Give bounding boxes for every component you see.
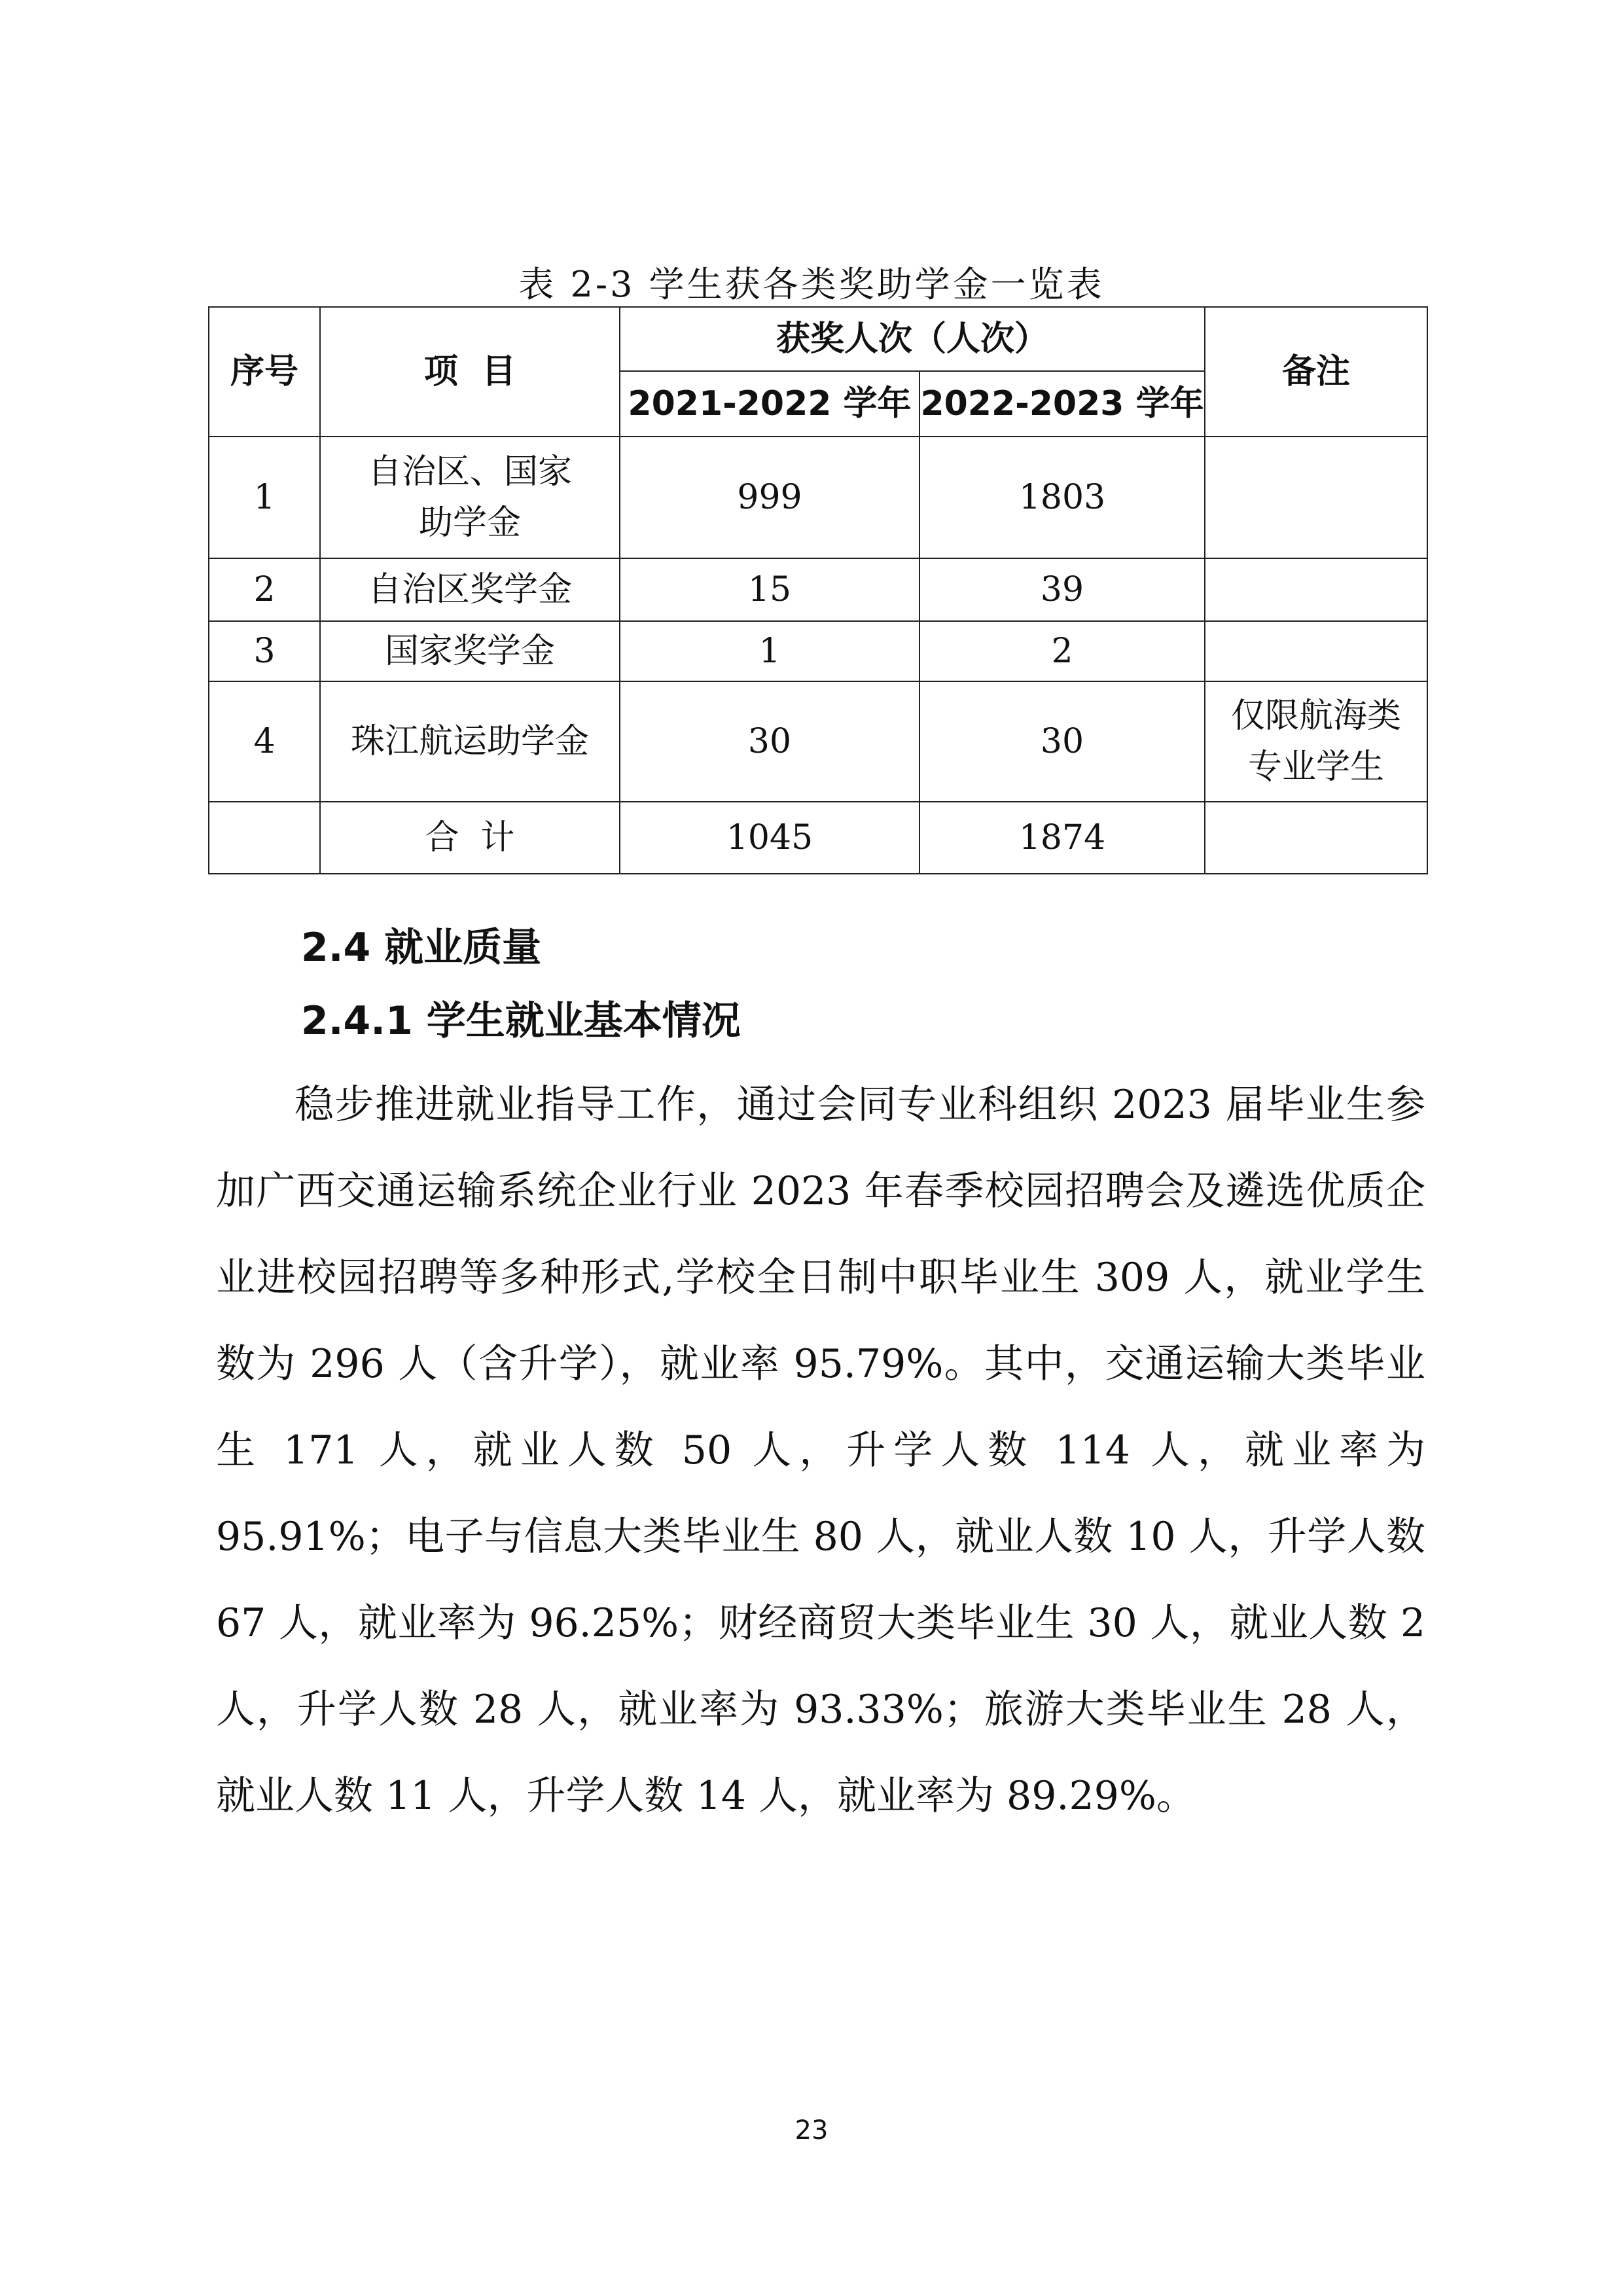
cell-remark bbox=[1205, 558, 1427, 621]
section-title: 2.4 就业质量 bbox=[301, 925, 542, 971]
cell-index: 4 bbox=[209, 681, 320, 802]
header-year-2: 2022-2023 学年 bbox=[919, 371, 1205, 437]
scholarship-table bbox=[208, 306, 1428, 874]
table-row bbox=[209, 437, 1427, 558]
table-row bbox=[209, 558, 1427, 621]
table-total-row bbox=[209, 802, 1427, 874]
cell-item: 自治区奖学金 bbox=[320, 558, 620, 621]
cell-year-1: 15 bbox=[620, 558, 919, 621]
section-subtitle: 2.4.1 学生就业基本情况 bbox=[301, 998, 741, 1044]
cell-index: 2 bbox=[209, 558, 320, 621]
employment-paragraph: 稳步推进就业指导工作，通过会同专业科组织 2023 届毕业生参加广西交通运输系统企业行业 2023 年春季校园招聘会及遴选优质企业进校园招聘等多种形式,学校全日制中职毕业生 309 人，就业学生数为 296 人（含升学），就业率 95.79%。其中，交通运输大类毕业生 171 人，就业人数 50 人，升学人数 114 人，就业率为 95.91%；电子与信息大类毕业生 80 人，就业人数 10 人，升学人数 67 人，就业率为 96.25%；财经商贸大类毕业生 30 人，就业人数 2 人，升学人数 28 人，就业率为 93.33%；旅游大类毕业生 28 人，就业人数 11 人，升学人数 14 人，就业率为 89.29%。 bbox=[216, 1082, 1425, 1819]
cell-remark bbox=[1205, 802, 1427, 874]
table-caption: 表 2-3 学生获各类奖助学金一览表 bbox=[518, 264, 1105, 305]
table-row bbox=[209, 621, 1427, 681]
cell-year-1: 30 bbox=[620, 681, 919, 802]
cell-index: 1 bbox=[209, 437, 320, 558]
cell-total-year-2: 1874 bbox=[919, 802, 1205, 874]
cell-year-2: 30 bbox=[919, 681, 1205, 802]
cell-remark bbox=[1205, 681, 1427, 802]
cell-item: 国家奖学金 bbox=[320, 621, 620, 681]
cell-remark bbox=[1205, 437, 1427, 558]
cell-index: 3 bbox=[209, 621, 320, 681]
cell-index bbox=[209, 802, 320, 874]
header-awards-group: 获奖人次（人次） bbox=[620, 307, 1205, 371]
header-index: 序号 bbox=[209, 307, 320, 437]
cell-remark-text: 仅限航海类专业学生 bbox=[1231, 696, 1402, 787]
cell-year-1: 999 bbox=[620, 437, 919, 558]
cell-item: 珠江航运助学金 bbox=[320, 681, 620, 802]
header-remark: 备注 bbox=[1205, 307, 1427, 437]
cell-year-2: 39 bbox=[919, 558, 1205, 621]
cell-total-year-1: 1045 bbox=[620, 802, 919, 874]
cell-item-text: 自治区、国家助学金 bbox=[367, 452, 572, 543]
table-row bbox=[209, 681, 1427, 802]
cell-item bbox=[320, 437, 620, 558]
cell-year-2: 1803 bbox=[919, 437, 1205, 558]
cell-year-1: 1 bbox=[620, 621, 919, 681]
cell-remark bbox=[1205, 621, 1427, 681]
cell-year-2: 2 bbox=[919, 621, 1205, 681]
header-year-1: 2021-2022 学年 bbox=[620, 371, 919, 437]
page-number: 23 bbox=[794, 2115, 829, 2145]
header-item: 项 目 bbox=[320, 307, 620, 437]
cell-total-label: 合 计 bbox=[320, 802, 620, 874]
